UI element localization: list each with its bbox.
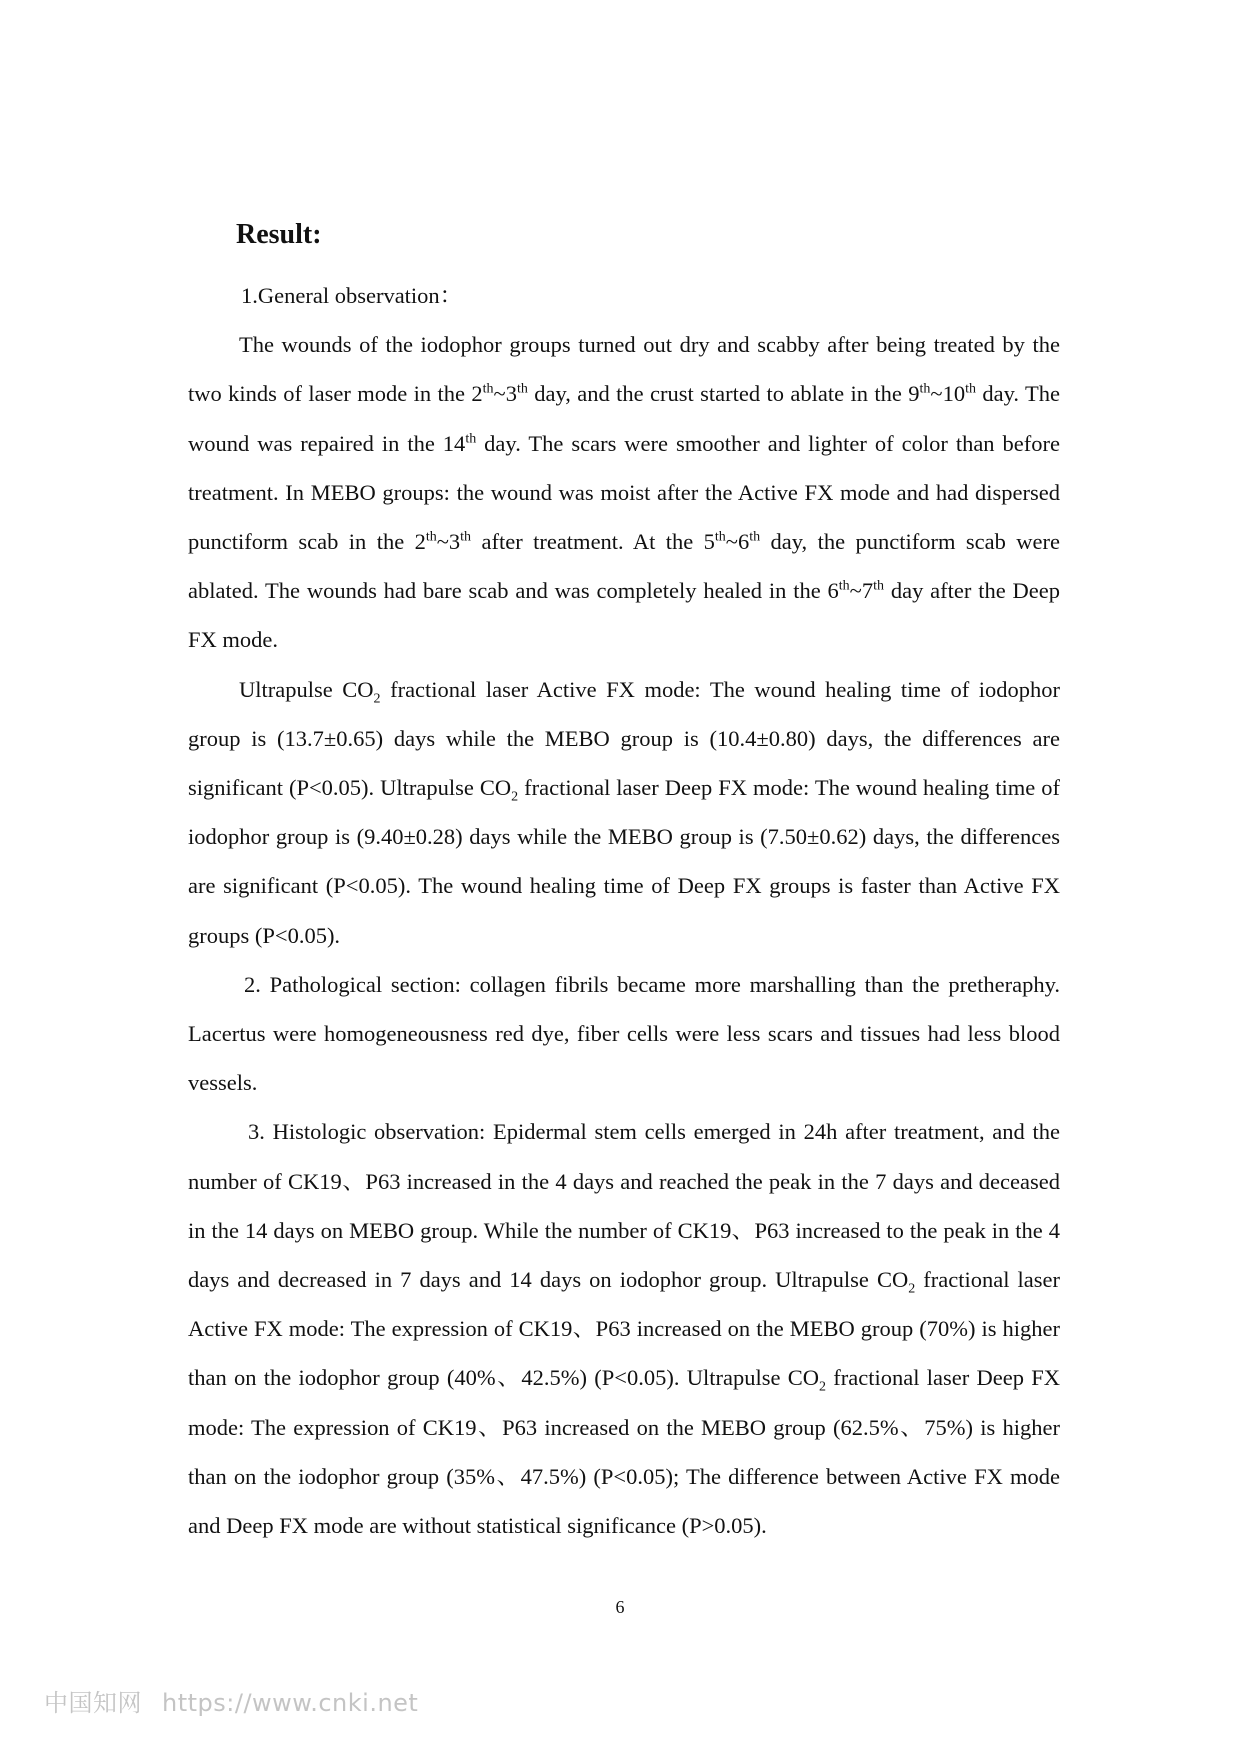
body-text [188, 271, 1060, 1550]
footer-url: https://www.cnki.net [162, 1689, 419, 1717]
subsection-title-general: 1.General observation： [241, 283, 463, 308]
paragraph-histologic-observation: 3. Histologic observation: Epidermal stem cells emerged in 24h after treatment, and the number of CK19、P63 increased in the 4 days and reached the peak in the 7 days and deceased in the 14 days on MEBO group. While the number of CK19、P63 increased to the peak in the 4 days and decreased in 7 days and 14 days on iodophor group. Ultrapulse $CO_2$ fractional laser Active FX mode: The expression of CK19、P63 increased on the MEBO group (70%) is higher than on the iodophor group (40%、42.5%) (P<0.05). Ultrapulse $CO_2$ fractional laser Deep FX mode: The expression of CK19、P63 increased on the MEBO group (62.5%、75%) is higher than on the iodophor group (35%、47.5%) (P<0.05); The difference between Active FX mode and Deep FX mode are without statistical significance (P>0.05). [188, 1119, 1061, 1539]
paragraph-pathological-section: 2. Pathological section: collagen fibrils became more marshalling than the pretheraphy. Lacertus were homogeneousness red dye, fiber cells were less scars and tissues had less blood vessels. [188, 971, 1060, 1096]
paragraph-healing-time: Ultrapulse $CO_2$ fractional laser Active FX mode: The wound healing time of iodophor group is (13.7±0.65) days while the MEBO group is (10.4±0.80) days, the differences are significant (P<0.05). Ultrapulse $CO_2$ fractional laser Deep FX mode: The wound healing time of iodophor group is (9.40±0.28) days while the MEBO group is (7.50±0.62) days, the differences are significant (P<0.05). The wound healing time of Deep FX groups is faster than Active FX groups (P<0.05). [188, 676, 1060, 948]
footer-site-name: 中国知网 [44, 1689, 142, 1717]
paragraph-general-observation: The wounds of the iodophor groups turned out dry and scabby after being treated by the two kinds of laser mode in the 2th~3th day, and the crust started to ablate in the 9th~10th day. The wound was repaired in the 14th day. The scars were smoother and lighter of color than before treatment. In MEBO groups: the wound was moist after the Active FX mode and had dispersed punctiform scab in the 2th~3th after treatment. At the 5th~6th day, the punctiform scab were ablated. The wounds had bare scab and was completely healed in the 6th~7th day after the Deep FX mode. [188, 332, 1060, 653]
footer-watermark [44, 1683, 418, 1718]
page-number: 6 [615, 1597, 625, 1617]
section-heading: Result: [236, 219, 322, 250]
